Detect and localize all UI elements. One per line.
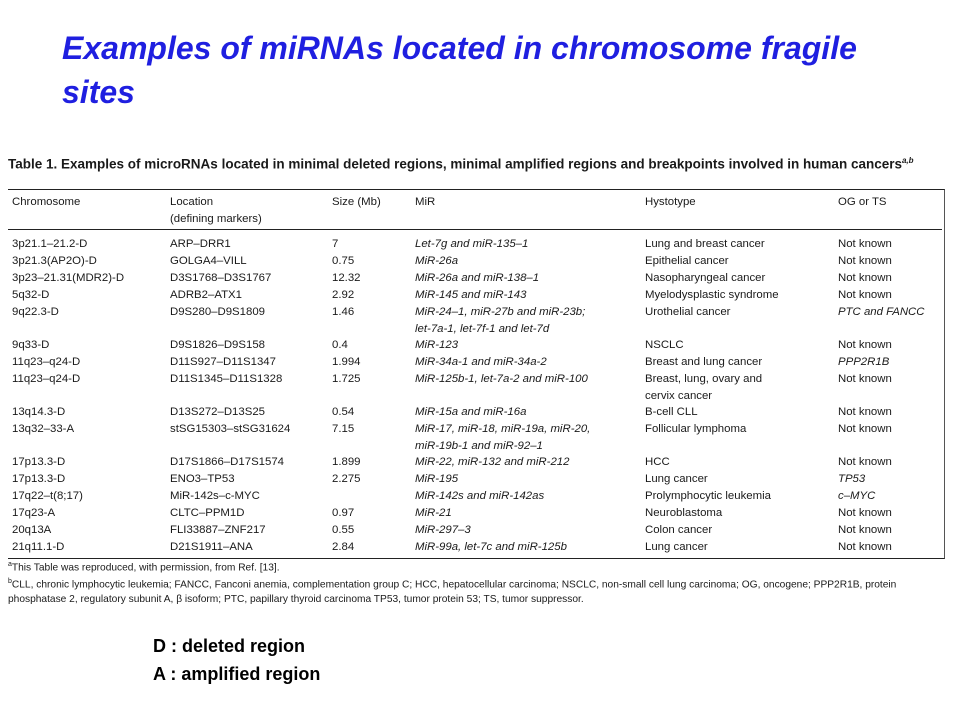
cell-chromosome [8, 253, 166, 270]
cell-size-text: 0.97 [332, 507, 355, 519]
cell-hystotype [641, 230, 834, 254]
cell-hystotype [641, 253, 834, 270]
cell-mir [411, 421, 641, 454]
cell-mir-text: MiR-125b-1, let-7a-2 and miR-100 [415, 373, 588, 385]
cell-size-text: 1.994 [332, 356, 361, 368]
cell-mir-continuation: let-7a-1, let-7f-1 and let-7d [415, 322, 550, 335]
cell-chromosome-text: 3p21.1–21.2-D [12, 238, 88, 250]
cell-location-text: GOLGA4–VILL [170, 255, 247, 267]
cell-chromosome-text: 13q32–33-A [12, 423, 75, 435]
cell-location [166, 354, 328, 371]
header-location [166, 190, 328, 230]
cell-location [166, 471, 328, 488]
cell-size-text: 1.46 [332, 306, 355, 318]
cell-og-ts-text: Not known [838, 289, 892, 301]
cell-mir-text: MiR-26a [415, 255, 459, 267]
cell-og-ts-text: Not known [838, 406, 892, 418]
cell-og-ts [834, 253, 942, 270]
cell-location [166, 230, 328, 254]
cell-chromosome [8, 404, 166, 421]
cell-location-text: D3S1768–D3S1767 [170, 272, 272, 284]
cell-mir [411, 287, 641, 304]
cell-hystotype [641, 270, 834, 287]
cell-location [166, 371, 328, 404]
cell-og-ts [834, 371, 942, 404]
cell-chromosome [8, 421, 166, 454]
cell-mir [411, 304, 641, 337]
cell-chromosome [8, 454, 166, 471]
cell-location [166, 488, 328, 505]
cell-size-text: 1.725 [332, 373, 361, 385]
table-row [8, 471, 942, 488]
cell-size [328, 488, 411, 505]
cell-hystotype [641, 304, 834, 337]
table-body [8, 230, 942, 557]
table-caption-text: Table 1. Examples of microRNAs located in minimal deleted regions, minimal amplified regions and breakpoints involved in human cancers [8, 156, 902, 172]
cell-mir [411, 522, 641, 539]
cell-mir-text: MiR-99a, let-7c and miR-125b [415, 541, 567, 553]
table-row [8, 522, 942, 539]
mirna-table [8, 190, 942, 556]
table-row [8, 371, 942, 404]
header-mir: MiR [411, 190, 641, 230]
cell-hystotype-text: Breast and lung cancer [645, 356, 763, 368]
footnote-b-mark: b [8, 578, 12, 586]
cell-size [328, 287, 411, 304]
cell-og-ts-text: c–MYC [838, 490, 876, 502]
cell-size [328, 404, 411, 421]
cell-og-ts [834, 304, 942, 337]
cell-chromosome [8, 304, 166, 337]
cell-location [166, 421, 328, 454]
cell-location-text: D11S927–D11S1347 [170, 356, 276, 368]
cell-chromosome [8, 471, 166, 488]
cell-og-ts [834, 522, 942, 539]
cell-size [328, 471, 411, 488]
cell-chromosome-text: 11q23–q24-D [12, 356, 81, 368]
cell-hystotype-text: Follicular lymphoma [645, 423, 747, 435]
cell-chromosome-text: 9q33-D [12, 339, 50, 351]
cell-size [328, 371, 411, 404]
cell-mir [411, 404, 641, 421]
cell-location-text: stSG15303–stSG31624 [170, 423, 291, 435]
table-row [8, 304, 942, 337]
cell-location [166, 337, 328, 354]
cell-mir-text: MiR-142s and miR-142as [415, 490, 545, 502]
cell-hystotype-text: Nasopharyngeal cancer [645, 272, 766, 284]
cell-hystotype [641, 404, 834, 421]
cell-location-text: D11S1345–D11S1328 [170, 373, 283, 385]
footnote-b [8, 575, 948, 606]
cell-location [166, 253, 328, 270]
cell-hystotype [641, 522, 834, 539]
cell-hystotype-text: Lung cancer [645, 473, 708, 485]
table-footnotes [8, 558, 948, 607]
cell-og-ts-text: PPP2R1B [838, 356, 890, 368]
cell-location-text: ARP–DRR1 [170, 238, 231, 250]
cell-chromosome [8, 287, 166, 304]
cell-mir [411, 371, 641, 404]
cell-mir-text: MiR-24–1, miR-27b and miR-23b; [415, 306, 586, 318]
legend-deleted: D : deleted region [153, 636, 306, 656]
table-row [8, 337, 942, 354]
slide-title: Examples of miRNAs located in chromosome fragile sites [62, 30, 857, 110]
cell-chromosome [8, 270, 166, 287]
cell-size [328, 230, 411, 254]
cell-hystotype-text: Lung and breast cancer [645, 238, 765, 250]
footnote-a [8, 558, 948, 575]
cell-location [166, 304, 328, 337]
cell-mir-text: MiR-21 [415, 507, 452, 519]
cell-og-ts [834, 488, 942, 505]
cell-og-ts-text: Not known [838, 339, 892, 351]
cell-og-ts [834, 337, 942, 354]
cell-location-text: D13S272–D13S25 [170, 406, 265, 418]
cell-chromosome-text: 5q32-D [12, 289, 50, 301]
cell-og-ts-text: Not known [838, 507, 892, 519]
cell-size [328, 337, 411, 354]
cell-chromosome-text: 3p21.3(AP2O)-D [12, 255, 97, 267]
cell-chromosome-text: 17p13.3-D [12, 473, 66, 485]
cell-location-text: CLTC–PPM1D [170, 507, 245, 519]
cell-location [166, 404, 328, 421]
cell-og-ts [834, 287, 942, 304]
cell-og-ts-text: Not known [838, 255, 892, 267]
cell-chromosome-text: 13q14.3-D [12, 406, 66, 418]
cell-hystotype-text: HCC [645, 456, 670, 468]
cell-chromosome-text: 9q22.3-D [12, 306, 59, 318]
cell-location-text: ADRB2–ATX1 [170, 289, 242, 301]
cell-hystotype [641, 488, 834, 505]
cell-og-ts [834, 354, 942, 371]
cell-hystotype [641, 421, 834, 454]
cell-mir-text: MiR-22, miR-132 and miR-212 [415, 456, 570, 468]
header-hystotype: Hystotype [641, 190, 834, 230]
cell-mir-text: MiR-123 [415, 339, 459, 351]
cell-hystotype-text: Breast, lung, ovary and [645, 373, 763, 385]
cell-chromosome [8, 354, 166, 371]
cell-size [328, 505, 411, 522]
cell-chromosome [8, 522, 166, 539]
table-caption-note: a,b [901, 156, 914, 165]
table-header-row [8, 190, 942, 230]
cell-location-text: FLI33887–ZNF217 [170, 524, 266, 536]
cell-og-ts [834, 454, 942, 471]
cell-hystotype-text: Colon cancer [645, 524, 713, 536]
cell-size-text: 7 [332, 238, 339, 250]
cell-og-ts [834, 270, 942, 287]
cell-location-text: D17S1866–D17S1574 [170, 456, 285, 468]
cell-og-ts [834, 471, 942, 488]
cell-mir [411, 230, 641, 254]
footnote-b-text: CLL, chronic lymphocytic leukemia; FANCC, Fanconi anemia, complementation group C; HCC, hepatocellular carcinoma; NSCLC, non-small cell lung carcinoma; OG, oncogene; PPP2R1B, protein phosphatase 2, regulatory subunit A, β isoform; PTC, papillary thyroid carcinoma TP53, tumor protein 53; TS, tumor suppressor. [8, 579, 897, 605]
cell-location-text: D21S1911–ANA [170, 541, 253, 553]
cell-size-text: 0.55 [332, 524, 355, 536]
cell-location [166, 270, 328, 287]
cell-mir-text: MiR-26a and miR-138–1 [415, 272, 540, 284]
mirna-table-container [8, 189, 945, 559]
cell-og-ts-text: Not known [838, 373, 892, 385]
cell-size [328, 539, 411, 556]
footnote-a-text: This Table was reproduced, with permission, from Ref. [13]. [11, 562, 280, 574]
cell-location [166, 287, 328, 304]
cell-mir-continuation: miR-19b-1 and miR-92–1 [415, 439, 543, 452]
table-row [8, 404, 942, 421]
cell-size-text: 2.92 [332, 289, 355, 301]
cell-mir [411, 488, 641, 505]
cell-chromosome-text: 21q11.1-D [12, 541, 65, 553]
cell-mir-text: MiR-17, miR-18, miR-19a, miR-20, [415, 423, 591, 435]
cell-size [328, 421, 411, 454]
header-location-label: Location [170, 196, 214, 208]
cell-hystotype [641, 287, 834, 304]
cell-size [328, 304, 411, 337]
cell-hystotype [641, 505, 834, 522]
cell-size [328, 454, 411, 471]
cell-hystotype-text: Epithelial cancer [645, 255, 729, 267]
cell-og-ts-text: TP53 [838, 473, 866, 485]
cell-chromosome [8, 371, 166, 404]
cell-location [166, 454, 328, 471]
cell-size-text: 0.4 [332, 339, 348, 351]
cell-hystotype [641, 337, 834, 354]
cell-hystotype-text: Myelodysplastic syndrome [645, 289, 779, 301]
cell-size-text: 12.32 [332, 272, 361, 284]
cell-size-text: 2.84 [332, 541, 355, 553]
cell-size-text: 7.15 [332, 423, 355, 435]
cell-mir-text: MiR-195 [415, 473, 459, 485]
table-row [8, 253, 942, 270]
cell-mir-text: Let-7g and miR-135–1 [415, 238, 529, 250]
header-size: Size (Mb) [328, 190, 411, 230]
cell-chromosome [8, 488, 166, 505]
cell-size [328, 253, 411, 270]
cell-mir [411, 454, 641, 471]
cell-hystotype-text: Lung cancer [645, 541, 708, 553]
cell-hystotype-text: B-cell CLL [645, 406, 698, 418]
table-row [8, 488, 942, 505]
cell-og-ts-text: Not known [838, 541, 892, 553]
cell-og-ts [834, 421, 942, 454]
table-row [8, 539, 942, 556]
cell-og-ts [834, 404, 942, 421]
cell-chromosome-text: 17p13.3-D [12, 456, 66, 468]
cell-mir [411, 253, 641, 270]
cell-size [328, 522, 411, 539]
cell-size-text: 1.899 [332, 456, 361, 468]
legend-amplified: A : amplified region [153, 664, 321, 684]
cell-hystotype [641, 454, 834, 471]
cell-hystotype-continuation: cervix cancer [645, 389, 713, 402]
cell-mir-text: MiR-34a-1 and miR-34a-2 [415, 356, 547, 368]
header-og-ts: OG or TS [834, 190, 942, 230]
cell-chromosome-text: 20q13A [12, 524, 52, 536]
cell-og-ts-text: PTC and FANCC [838, 306, 925, 318]
cell-mir [411, 505, 641, 522]
cell-chromosome [8, 230, 166, 254]
cell-og-ts [834, 230, 942, 254]
cell-hystotype [641, 471, 834, 488]
cell-mir [411, 471, 641, 488]
cell-og-ts-text: Not known [838, 272, 892, 284]
cell-og-ts-text: Not known [838, 423, 892, 435]
footnote-a-mark: a [8, 561, 12, 568]
cell-mir-text: MiR-145 and miR-143 [415, 289, 527, 301]
cell-mir [411, 270, 641, 287]
header-chromosome: Chromosome [8, 190, 166, 230]
cell-mir [411, 539, 641, 556]
table-row [8, 505, 942, 522]
header-location-sub: (defining markers) [170, 212, 262, 225]
cell-location-text: MiR-142s–c-MYC [170, 490, 260, 502]
cell-mir [411, 337, 641, 354]
cell-chromosome-text: 11q23–q24-D [12, 373, 81, 385]
cell-og-ts-text: Not known [838, 238, 892, 250]
cell-hystotype-text: Prolymphocytic leukemia [645, 490, 771, 502]
cell-size [328, 270, 411, 287]
cell-chromosome [8, 505, 166, 522]
cell-hystotype-text: Neuroblastoma [645, 507, 723, 519]
cell-hystotype-text: Urothelial cancer [645, 306, 731, 318]
cell-chromosome-text: 17q23-A [12, 507, 56, 519]
table-row [8, 230, 942, 254]
cell-hystotype [641, 371, 834, 404]
cell-og-ts-text: Not known [838, 456, 892, 468]
cell-mir-text: MiR-297–3 [415, 524, 471, 536]
cell-chromosome-text: 17q22–t(8;17) [12, 490, 83, 502]
region-legend [153, 632, 320, 688]
cell-chromosome-text: 3p23–21.31(MDR2)-D [12, 272, 125, 284]
table-row [8, 421, 942, 454]
cell-og-ts [834, 505, 942, 522]
table-row [8, 287, 942, 304]
cell-size-text: 0.54 [332, 406, 355, 418]
cell-mir-text: MiR-15a and miR-16a [415, 406, 527, 418]
cell-og-ts-text: Not known [838, 524, 892, 536]
cell-location [166, 522, 328, 539]
cell-size-text: 2.275 [332, 473, 361, 485]
cell-hystotype-text: NSCLC [645, 339, 684, 351]
cell-location-text: ENO3–TP53 [170, 473, 235, 485]
table-row [8, 354, 942, 371]
cell-hystotype [641, 354, 834, 371]
table-row [8, 270, 942, 287]
cell-size-text: 0.75 [332, 255, 355, 267]
cell-location [166, 505, 328, 522]
cell-mir [411, 354, 641, 371]
cell-location [166, 539, 328, 556]
table-row [8, 454, 942, 471]
cell-chromosome [8, 337, 166, 354]
cell-og-ts [834, 539, 942, 556]
cell-chromosome [8, 539, 166, 556]
cell-size [328, 354, 411, 371]
cell-hystotype [641, 539, 834, 556]
cell-location-text: D9S280–D9S1809 [170, 306, 265, 318]
cell-location-text: D9S1826–D9S158 [170, 339, 265, 351]
table-caption [8, 152, 948, 173]
